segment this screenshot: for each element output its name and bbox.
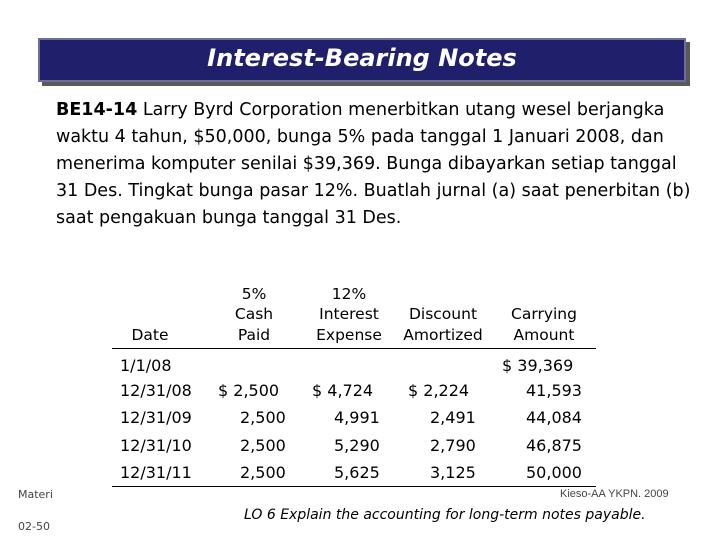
row-cash: 2,500: [240, 436, 286, 455]
row-interest: 4,991: [334, 408, 380, 427]
row-cash: 2,500: [240, 463, 286, 482]
title-banner: [38, 38, 686, 82]
row-cash: 2,500: [240, 408, 286, 427]
header-divider: [112, 348, 596, 349]
row-date: 12/31/09: [120, 408, 192, 427]
row-date: 12/31/08: [120, 381, 192, 400]
header-discount-l1: Discount: [408, 305, 478, 323]
row-date: 12/31/10: [120, 436, 192, 455]
row-interest: $ 4,724: [312, 381, 374, 400]
problem-statement: [56, 97, 696, 232]
row-interest: 5,290: [334, 436, 380, 455]
row-carrying: $ 39,369: [502, 356, 574, 375]
footer-source-label: Materi: [18, 488, 53, 501]
header-cash-l2: Cash: [234, 305, 274, 323]
slide-title: Interest-Bearing Notes: [207, 44, 517, 72]
row-carrying: 50,000: [526, 463, 582, 482]
header-carrying-l2: Amount: [513, 326, 575, 344]
header-interest-l2: Interest: [319, 305, 379, 323]
row-interest: 5,625: [334, 463, 380, 482]
row-date: 12/31/11: [120, 463, 192, 482]
header-cash-l1: 5%: [241, 285, 267, 303]
footer-slide-number: 02-50: [18, 520, 50, 533]
row-discount: 2,491: [430, 408, 476, 427]
header-cash-l3: Paid: [237, 326, 271, 344]
problem-text: Larry Byrd Corporation menerbitkan utang wesel berjangka waktu 4 tahun, $50,000, bunga 5% pada tanggal 1 Januari 2008, dan menerima komputer senilai $39,369. Bunga dibayarkan setiap tanggal 31 Des. Tingkat bunga pasar 12%. Buatlah jurnal (a) saat penerbitan (b) saat pengakuan bunga tanggal 31 Des.: [56, 100, 691, 228]
footer-publisher: Kieso-AA YKPN. 2009: [560, 488, 669, 500]
row-carrying: 46,875: [526, 436, 582, 455]
header-date: Date: [131, 326, 169, 344]
row-discount: 3,125: [430, 463, 476, 482]
table-bottom-rule: [112, 486, 596, 487]
row-date: 1/1/08: [120, 356, 172, 375]
row-cash: $ 2,500: [218, 381, 280, 400]
row-carrying: 41,593: [526, 381, 582, 400]
header-interest-l1: 12%: [331, 285, 367, 303]
row-discount: 2,790: [430, 436, 476, 455]
row-carrying: 44,084: [526, 408, 582, 427]
learning-objective: LO 6 Explain the accounting for long-term notes payable.: [244, 507, 646, 523]
header-discount-l2: Amortized: [403, 326, 483, 344]
row-discount: $ 2,224: [408, 381, 470, 400]
header-carrying-l1: Carrying: [511, 305, 577, 323]
problem-label: BE14-14: [56, 100, 138, 120]
header-interest-l3: Expense: [316, 326, 382, 344]
